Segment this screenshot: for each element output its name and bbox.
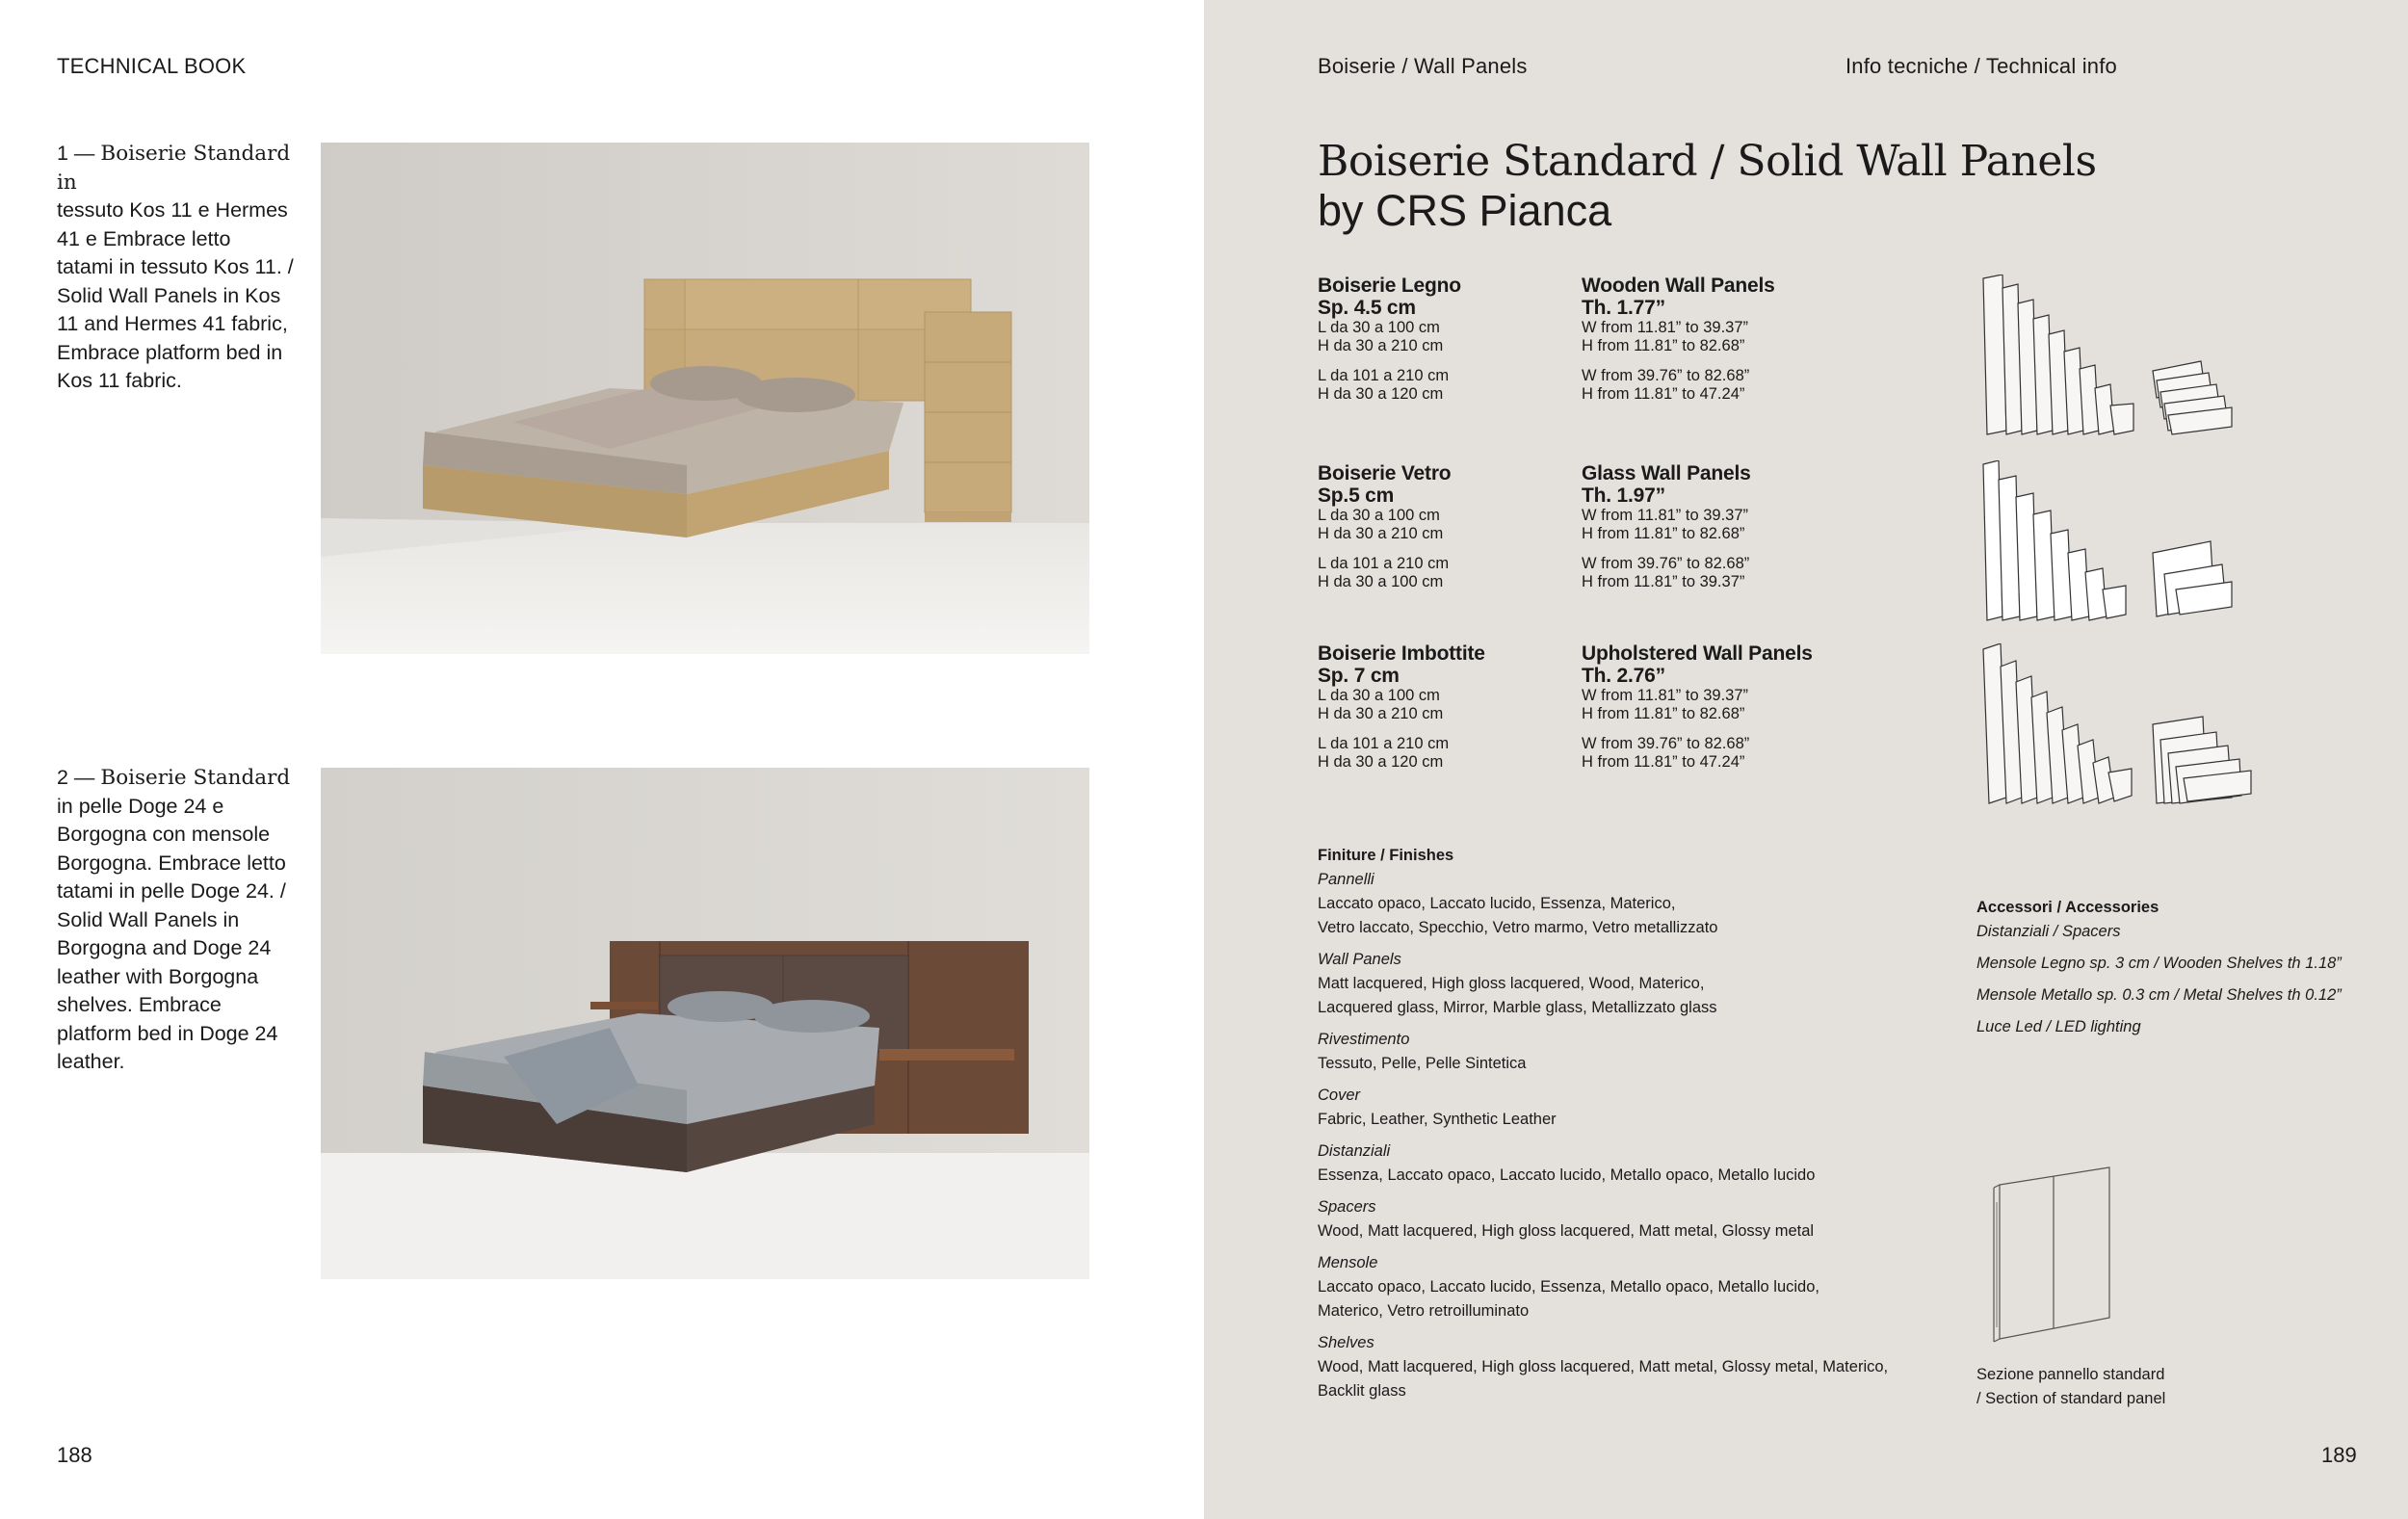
caption-2-line: leather with Borgogna [57,964,259,988]
spec-dim: W from 11.81” to 39.37” [1582,319,1749,336]
finish-label: Mensole [1318,1254,1378,1271]
caption-1-line: tatami in tessuto Kos 11. / [57,255,294,278]
right-page [1204,0,2408,1519]
finishes-heading: Finiture / Finishes [1318,847,1454,864]
spec-dim: H from 11.81” to 39.37” [1582,573,1745,590]
finish-label: Wall Panels [1318,951,1401,968]
spec-dim: W from 39.76” to 82.68” [1582,555,1750,572]
finish-value: Laccato opaco, Laccato lucido, Essenza, Materico, [1318,895,1676,912]
spec-en-glass [1582,462,1751,591]
spec-dim: L da 30 a 100 cm [1318,319,1440,336]
caption-2-line: Boiserie Standard [100,766,291,790]
spec-name: Boiserie Imbottite [1318,642,1485,665]
section-header: Boiserie / Wall Panels [1318,54,1528,78]
finish-value: Tessuto, Pelle, Pelle Sintetica [1318,1055,1527,1072]
finish-value: Wood, Matt lacquered, High gloss lacquered, Matt metal, Glossy metal, Materico, [1318,1358,1889,1375]
caption-1-line: Embrace platform bed in [57,340,283,364]
spec-en-wood [1582,275,1775,404]
spec-dim: H from 11.81” to 47.24” [1582,385,1745,403]
caption-2-line: platform bed in Doge 24 [57,1021,278,1045]
spec-dim: H from 11.81” to 47.24” [1582,753,1745,771]
section-caption-line: Sezione pannello standard [1976,1366,2165,1383]
caption-2-number: 2 — [57,766,101,789]
accessories-section [1976,896,2400,1047]
finish-label: Distanziali [1318,1142,1391,1160]
spec-dim: H from 11.81” to 82.68” [1582,705,1745,722]
caption-2-line: tatami in pelle Doge 24. / [57,879,286,903]
info-header: Info tecniche / Technical info [1845,54,2117,78]
page-title [1318,137,2097,235]
caption-1-number: 1 — [57,142,101,165]
spec-dim: L da 101 a 210 cm [1318,555,1450,572]
spec-dim: W from 39.76” to 82.68” [1582,735,1750,752]
photo-beige-bed [321,143,1089,654]
spec-name: Upholstered Wall Panels [1582,642,1813,665]
upholstered-panels-drawing [1979,643,2384,809]
spec-dim: H da 30 a 100 cm [1318,573,1444,590]
finish-label: Rivestimento [1318,1031,1410,1048]
caption-1-line: Boiserie Standard in [57,142,291,195]
spec-dim: L da 101 a 210 cm [1318,735,1450,752]
finish-value: Matt lacquered, High gloss lacquered, Wood, Materico, [1318,975,1705,992]
caption-2-line: shelves. Embrace [57,993,222,1016]
caption-2-line: Borgogna. Embrace letto [57,851,286,875]
spec-thickness: Sp. 7 cm [1318,665,1400,687]
finish-value: Fabric, Leather, Synthetic Leather [1318,1111,1557,1128]
page-number-right: 189 [2321,1443,2357,1467]
spec-dim: H from 11.81” to 82.68” [1582,337,1745,354]
finish-value: Vetro laccato, Specchio, Vetro marmo, Vetro metallizzato [1318,919,1718,936]
caption-2-line: Borgogna and Doge 24 [57,936,272,959]
caption-1-line: Solid Wall Panels in Kos [57,283,281,307]
title-line-2: by CRS Pianca [1318,186,1612,235]
finish-value: Wood, Matt lacquered, High gloss lacquered, Matt metal, Glossy metal [1318,1222,1815,1240]
caption-1 [57,140,305,396]
spec-it-wood [1318,275,1461,404]
finish-value: Essenza, Laccato opaco, Laccato lucido, Metallo opaco, Metallo lucido [1318,1166,1816,1184]
spec-dim: L da 30 a 100 cm [1318,507,1440,524]
spec-dim: H da 30 a 120 cm [1318,385,1444,403]
page-number-left: 188 [57,1443,92,1467]
spec-dim: L da 30 a 100 cm [1318,687,1440,704]
spec-it-glass [1318,462,1451,591]
finish-label: Spacers [1318,1198,1376,1216]
spec-dim: H da 30 a 120 cm [1318,753,1444,771]
spec-en-upholstered [1582,642,1813,772]
caption-1-line: 41 e Embrace letto [57,226,231,250]
spec-name: Glass Wall Panels [1582,462,1751,485]
spec-dim: H da 30 a 210 cm [1318,705,1444,722]
caption-1-line: tessuto Kos 11 e Hermes [57,198,288,222]
caption-2-line: Solid Wall Panels in [57,907,240,931]
spec-thickness: Th. 2.76” [1582,665,1665,687]
spec-dim: L da 101 a 210 cm [1318,367,1450,384]
finish-value: Laccato opaco, Laccato lucido, Essenza, Metallo opaco, Metallo lucido, [1318,1278,1819,1296]
spec-dim: W from 11.81” to 39.37” [1582,687,1749,704]
finish-label: Shelves [1318,1334,1374,1351]
accessories-heading: Accessori / Accessories [1976,899,2159,916]
caption-2-line: leather. [57,1050,125,1073]
accessory-item: Distanziali / Spacers [1976,923,2121,940]
spec-dim: H da 30 a 210 cm [1318,525,1444,542]
finish-label: Pannelli [1318,871,1374,888]
photo-brown-bed [321,768,1089,1279]
section-caption [1976,1363,2165,1411]
section-caption-line: / Section of standard panel [1976,1390,2166,1407]
caption-1-line: 11 and Hermes 41 fabric, [57,312,288,335]
spec-thickness: Th. 1.77” [1582,297,1665,319]
spec-dim: H from 11.81” to 82.68” [1582,525,1745,542]
finishes-section [1318,844,1973,1403]
spec-name: Boiserie Legno [1318,275,1461,297]
spec-dim: H da 30 a 210 cm [1318,337,1444,354]
book-header: TECHNICAL BOOK [57,54,247,78]
spec-it-upholstered [1318,642,1485,772]
accessory-item: Mensole Metallo sp. 0.3 cm / Metal Shelves th 0.12” [1976,986,2342,1004]
title-line-1: Boiserie Standard / Solid Wall Panels [1318,137,2097,186]
caption-1-line: Kos 11 fabric. [57,369,182,392]
spec-thickness: Sp. 4.5 cm [1318,297,1416,319]
accessory-item: Luce Led / LED lighting [1976,1018,2141,1035]
wood-panels-drawing [1979,275,2384,440]
panel-section-drawing [1986,1164,2121,1347]
finish-value: Materico, Vetro retroilluminato [1318,1302,1530,1320]
caption-2-line: in pelle Doge 24 e [57,794,224,818]
finish-value: Lacquered glass, Mirror, Marble glass, Metallizzato glass [1318,999,1717,1016]
caption-2 [57,764,305,1077]
spec-thickness: Th. 1.97” [1582,485,1665,507]
spec-dim: W from 39.76” to 82.68” [1582,367,1750,384]
spec-name: Boiserie Vetro [1318,462,1452,485]
glass-panels-drawing [1979,460,2384,626]
spec-name: Wooden Wall Panels [1582,275,1775,297]
caption-2-line: Borgogna con mensole [57,823,271,846]
finish-value: Backlit glass [1318,1382,1406,1400]
spec-thickness: Sp.5 cm [1318,485,1395,507]
accessory-item: Mensole Legno sp. 3 cm / Wooden Shelves th 1.18” [1976,955,2342,972]
spec-dim: W from 11.81” to 39.37” [1582,507,1749,524]
finish-label: Cover [1318,1087,1361,1104]
